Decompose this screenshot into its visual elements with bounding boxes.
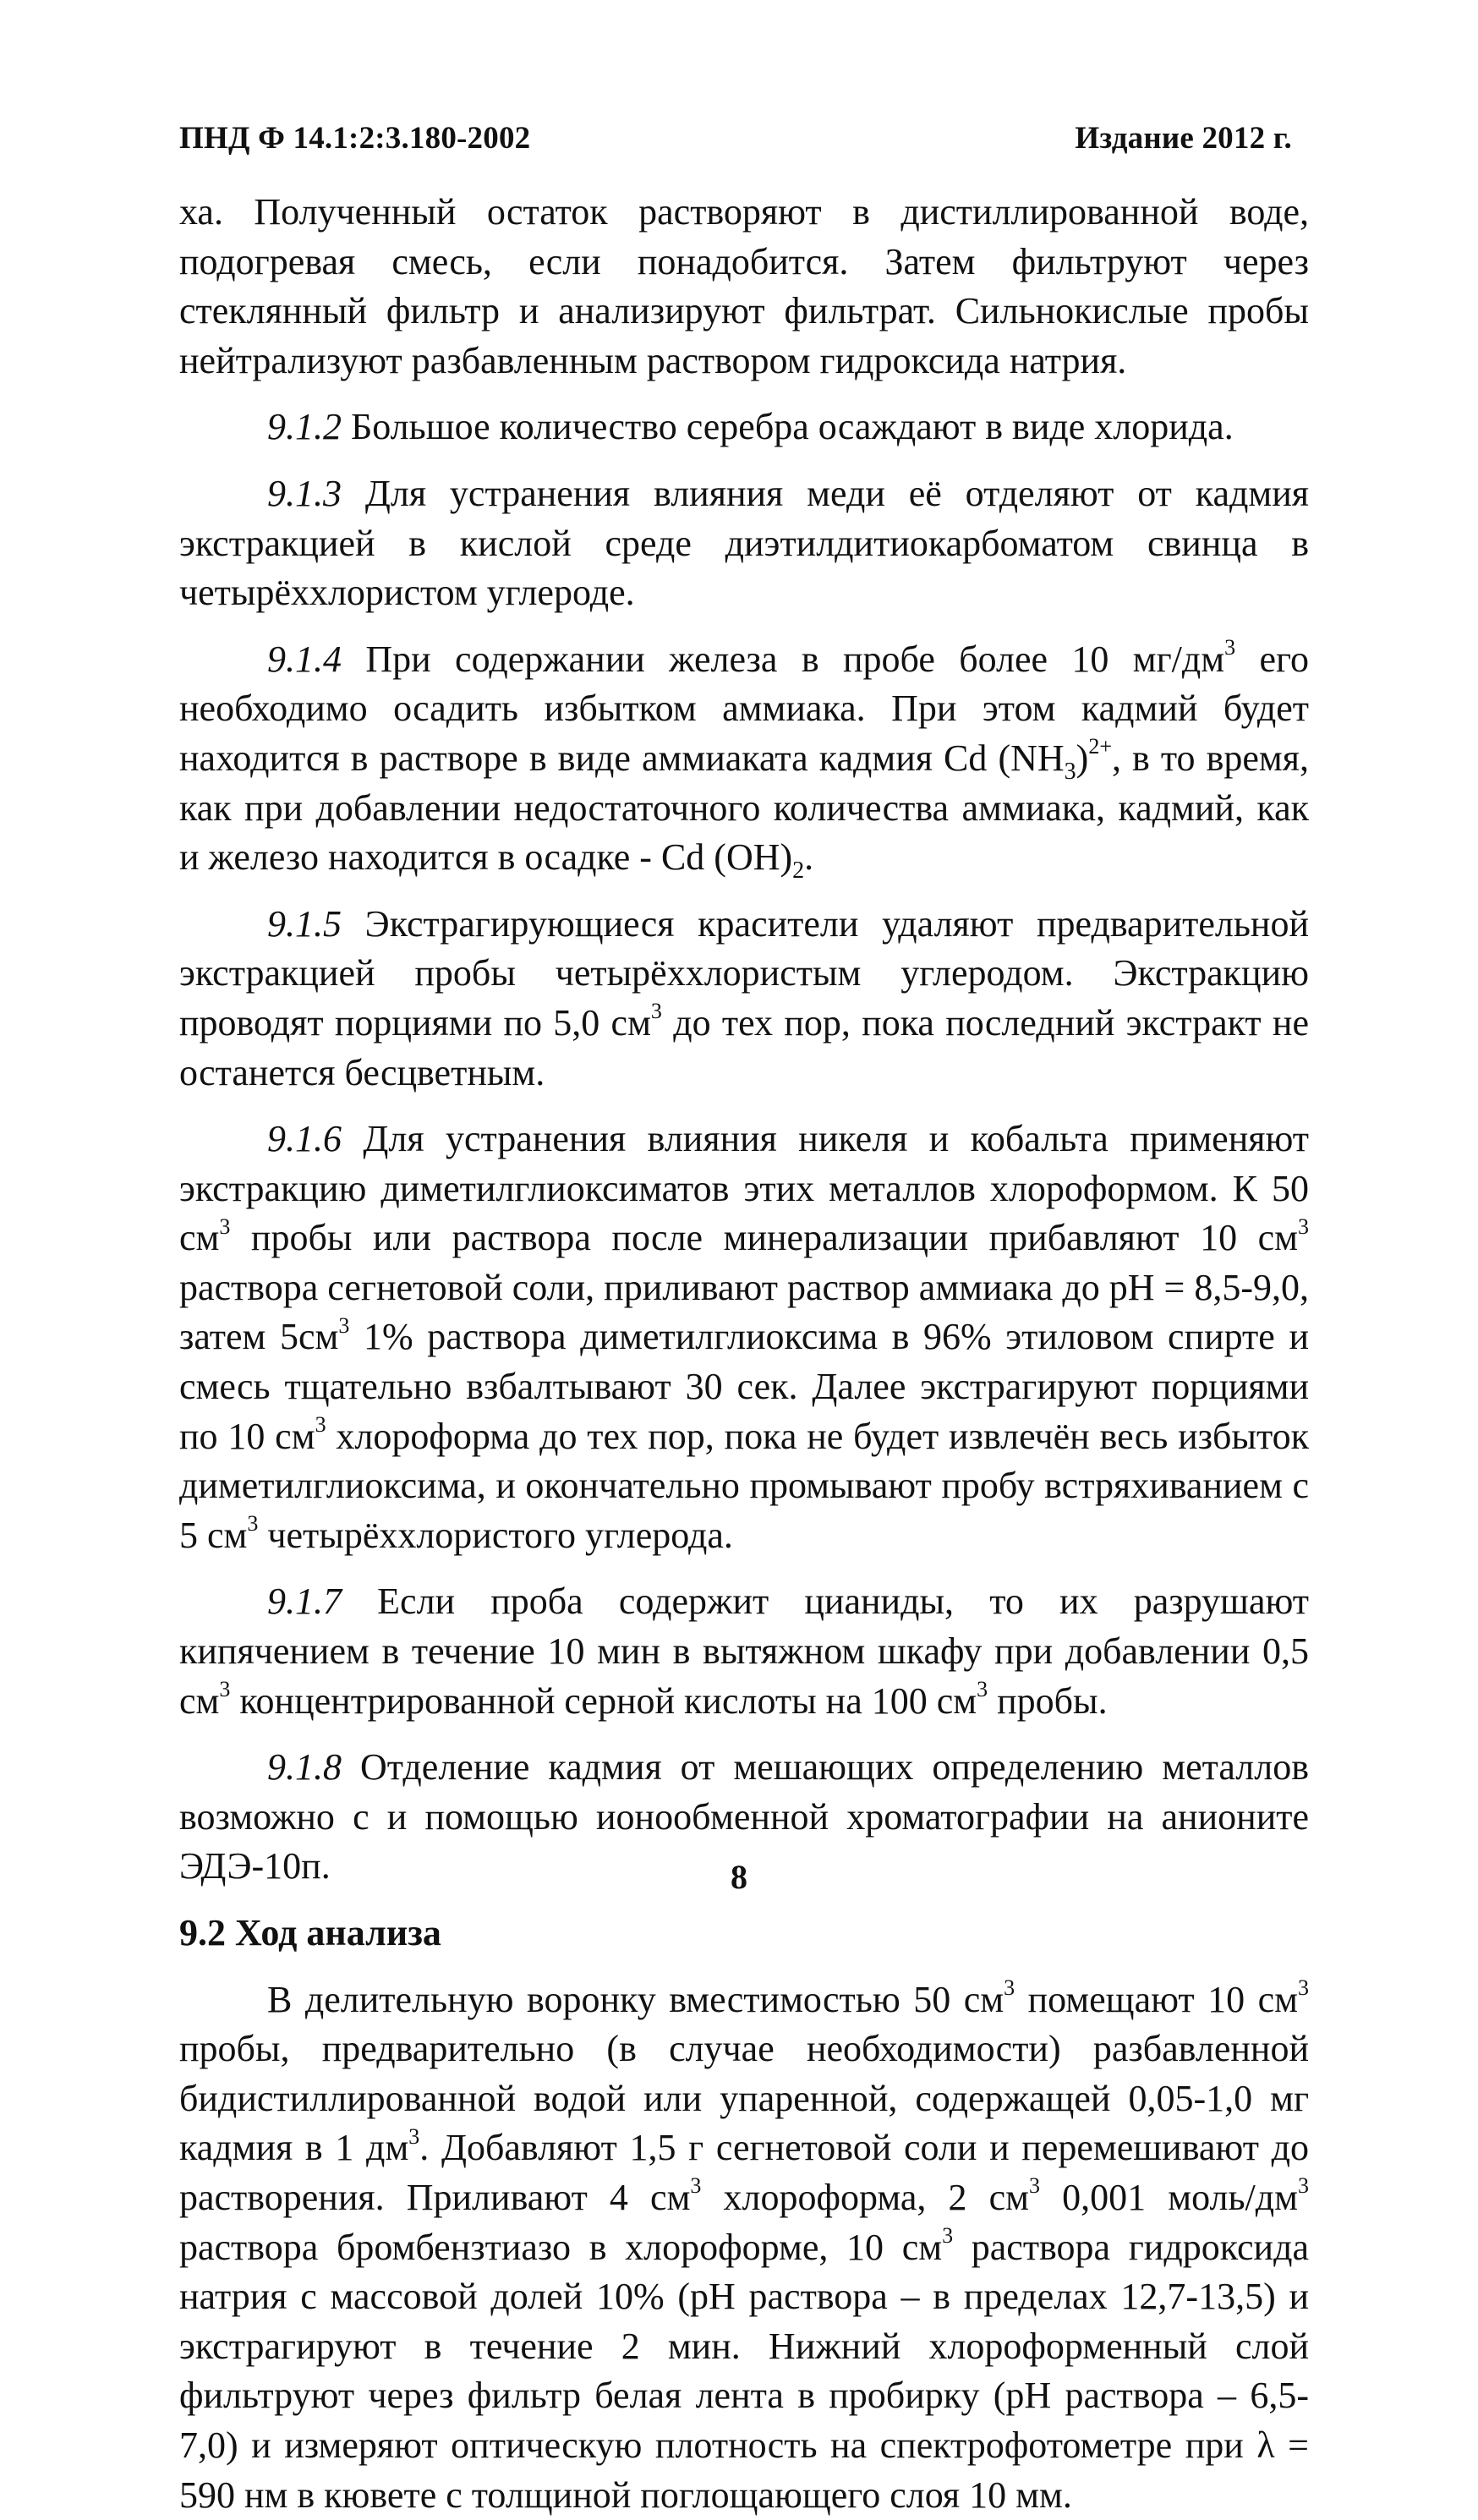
paragraph-9-1-7: 9.1.7 Если проба содержит цианиды, то их разрушают кипячением в течение 10 мин в вытяжном шкафу при добавлении 0,5 $см^3$ концентрированной серной кислоты на 100 $см^3$ пробы. xyxy=(179,1580,1309,1722)
paragraph-9-1-4: 9.1.4 При содержании железа в пробе более 10 $мг/дм^3$ его необходимо осадить избытком аммиака. При этом кадмий будет находится в растворе в виде аммиаката кадмия Cd $(NH_3)^{2+}$, в то время, как при добавлении недостаточного количества аммиака, кадмий, как и железо находится в осадке - Cd $(OH)_2$. xyxy=(179,635,1309,884)
paragraph-9-1-6: 9.1.6 Для устранения влияния никеля и кобальта применяют экстракцию диметилглиоксиматов этих металлов хлороформом. К 50 $см^3$ пробы или раствора после минерализации прибавляют 10 $см^3$ раствора сегнетовой соли, приливают раствор аммиака до pH = 8,5-9,0, затем $5см^3$ 1% раствора диметилглиоксима в 96% этиловом спирте и смесь тщательно взбалтывают 30 сек. Далее экстрагируют порциями по 10 $см^3$ хлороформа до тех пор, пока не будет извлечён весь избыток диметилглиоксима, и окончательно промывают пробу встряхиванием с 5 $см^3$ четырёххлористого углерода. xyxy=(179,1118,1310,1556)
clause-number: 9.1.3 xyxy=(267,472,342,514)
body-text xyxy=(179,188,1309,2520)
paragraph-9-1-2: 9.1.2 Большое количество серебра осаждают в виде хлорида. xyxy=(267,406,1234,448)
paragraph-continuation: ха. Полученный остаток растворяют в дистиллированной воде, подогревая смесь, если понадобится. Затем фильтруют через стеклянный фильтр и анализируют фильтрат. Сильнокислые пробы нейтрализуют разбавленным раствором гидроксида натрия. xyxy=(179,191,1309,381)
section-heading: 9.2 Ход анализа xyxy=(179,1912,441,1953)
clause-number: 9.1.5 xyxy=(267,902,342,945)
clause-number: 9.1.7 xyxy=(267,1580,342,1623)
page-header xyxy=(179,120,1292,156)
paragraph-9-1-3: 9.1.3 Для устранения влияния меди её отделяют от кадмия экстракцией в кислой среде диэтилдитиокарбоматом свинца в четырёххлористом углероде. xyxy=(179,472,1309,614)
paragraph-9-1-5: 9.1.5 Экстрагирующиеся красители удаляют предварительной экстракцией пробы четырёххлористым углеродом. Экстракцию проводят порциями по 5,0 $см^3$ до тех пор, пока последний экстракт не останется бесцветным. xyxy=(179,902,1309,1093)
paragraph-analysis-procedure: В делительную воронку вместимостью 50 $см^3$ помещают 10 $см^3$ пробы, предварительно (в случае необходимости) разбавленной бидистиллированной водой или упаренной, содержащей 0,05-1,0 мг кадмия в 1 $дм^3$. Добавляют 1,5 г сегнетовой соли и перемешивают до растворения. Приливают 4 $см^3$ хлороформа, 2 $см^3$ 0,001 моль/$дм^3$ раствора бромбензтиазо в хлороформе, 10 $см^3$ раствора гидроксида натрия с массовой долей 10% (pH раствора – в пределах 12,7-13,5) и экстрагируют в течение 2 мин. Нижний хлороформенный слой фильтруют через фильтр белая лента в пробирку (pH раствора – 6,5-7,0) и измеряют оптическую плотность на спектрофотометре при λ = 590 нм в кювете с толщиной поглощающего слоя 10 мм. xyxy=(179,1975,1310,2516)
page-number: 8 xyxy=(731,1858,747,1896)
clause-number: 9.1.6 xyxy=(267,1118,342,1160)
edition-label: Издание 2012 г. xyxy=(1075,121,1292,156)
clause-number: 9.1.2 xyxy=(267,406,342,448)
paragraph-9-1-8: 9.1.8 Отделение кадмия от мешающих определению металлов возможно с и помощью ионообменной хроматографии на анионите ЭДЭ-10п. xyxy=(179,1746,1309,1887)
clause-number: 9.1.8 xyxy=(267,1746,342,1789)
document-code: ПНД Ф 14.1:2:3.180-2002 xyxy=(179,121,531,156)
clause-number: 9.1.4 xyxy=(267,638,342,680)
